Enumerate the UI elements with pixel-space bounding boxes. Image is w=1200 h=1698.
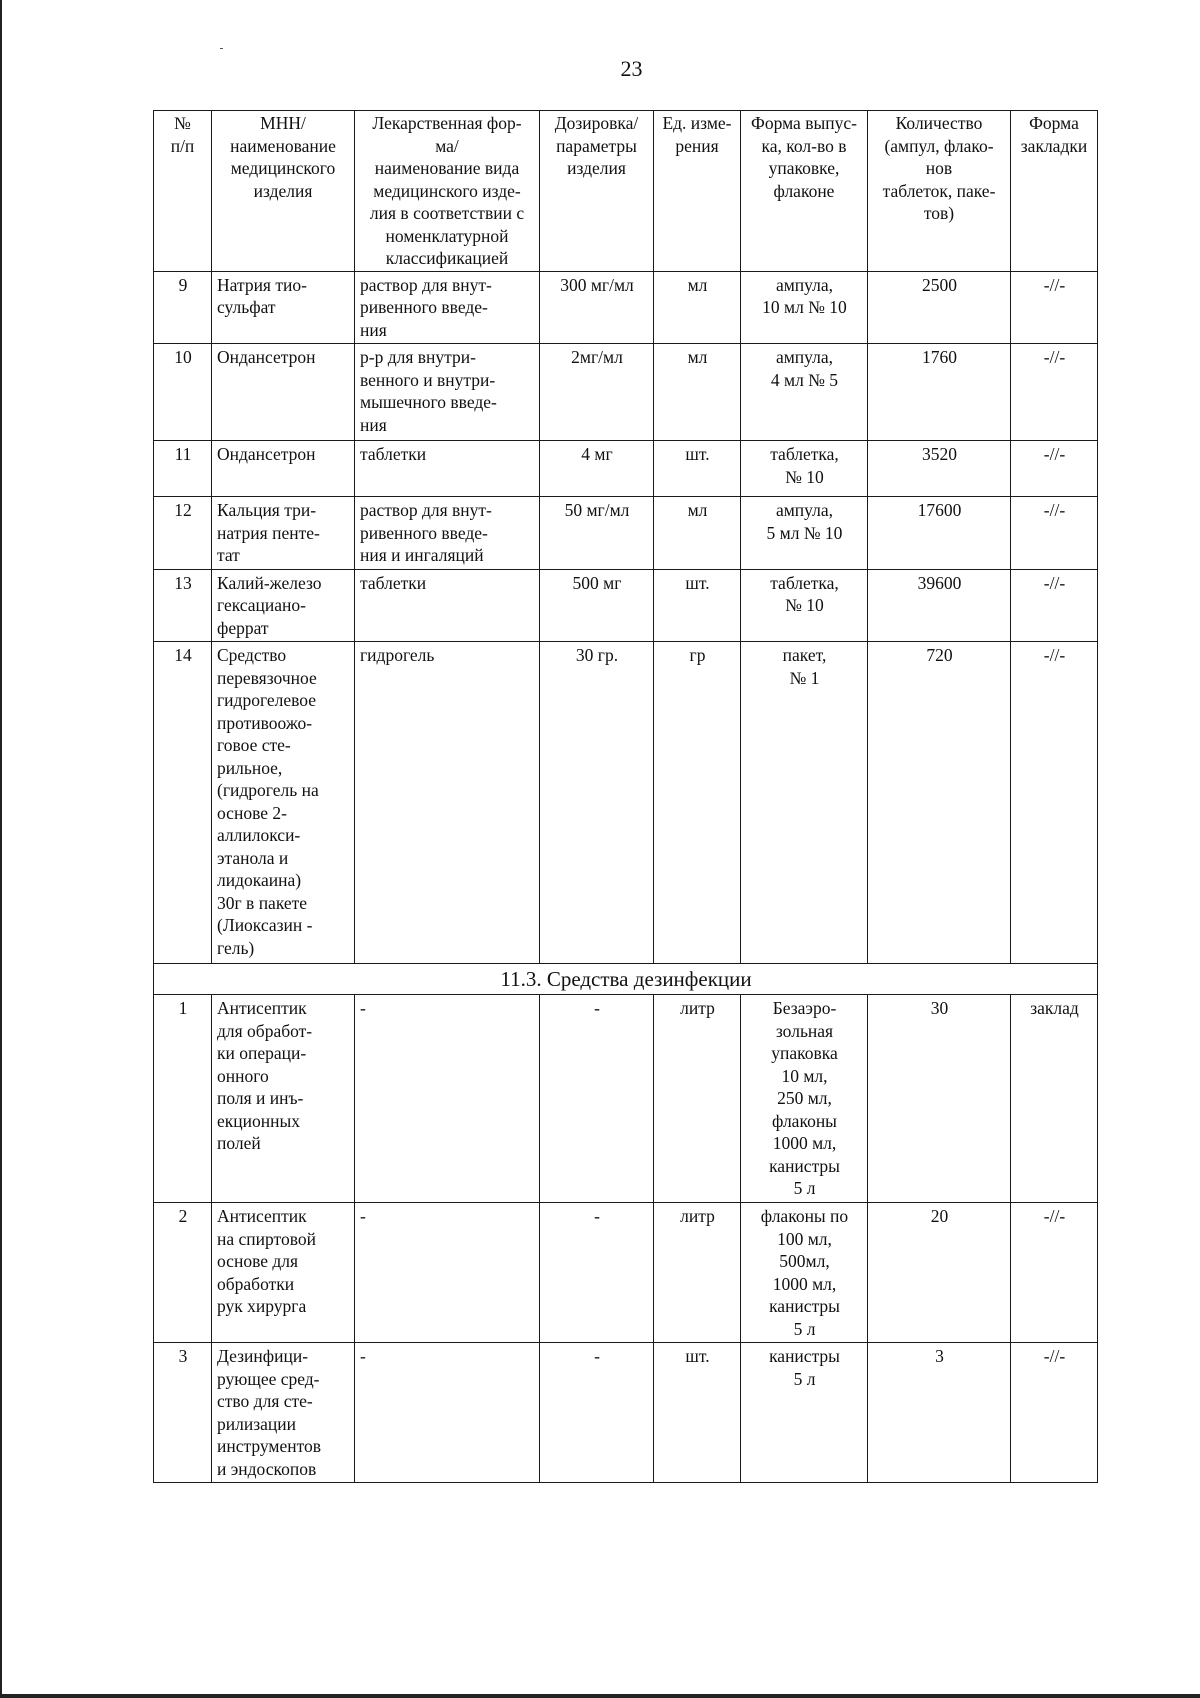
scan-edge-left (0, 0, 2, 1698)
release-form: канистры 5 л (741, 1343, 868, 1483)
release-form: флаконы по 100 мл, 500мл, 1000 мл, канистры 5 л (741, 1203, 868, 1343)
bookmark-form: -//- (1011, 569, 1098, 642)
scan-speck (220, 48, 223, 49)
dosage-form: гидрогель (355, 642, 540, 964)
quantity: 30 (868, 995, 1011, 1203)
item-name: Кальция три- натрия пенте- тат (212, 497, 355, 570)
drug-table (153, 110, 1098, 1483)
bookmark-form: -//- (1011, 1203, 1098, 1343)
release-form: пакет, № 1 (741, 642, 868, 964)
unit: шт. (654, 441, 741, 497)
row-number: 10 (154, 344, 212, 441)
header-cell: Лекарственная фор- ма/ наименование вида медицинского изде- лия в соответствии с номенклатурной классификацией (355, 111, 540, 272)
item-name: Средство перевязочное гидрогелевое противоожо- говое сте- рильное, (гидрогель на основе 2- аллилокси- этанола и лидокаина) 30г в пакете (Лиоксазин - гель) (212, 642, 355, 964)
item-name: Дезинфици- рующее сред- ство для сте- рилизации инструментов и эндоскопов (212, 1343, 355, 1483)
release-form: таблетка, № 10 (741, 569, 868, 642)
section-title: 11.3. Средства дезинфекции (154, 964, 1098, 995)
quantity: 1760 (868, 344, 1011, 441)
row-number: 14 (154, 642, 212, 964)
table-header-row (154, 111, 1098, 272)
dosage: - (540, 1343, 654, 1483)
dosage: 50 мг/мл (540, 497, 654, 570)
table-section (154, 964, 1098, 995)
dosage: - (540, 995, 654, 1203)
row-number: 12 (154, 497, 212, 570)
dosage-form: - (355, 1343, 540, 1483)
table-row (154, 497, 1098, 570)
unit: мл (654, 271, 741, 344)
quantity: 2500 (868, 271, 1011, 344)
dosage: 30 гр. (540, 642, 654, 964)
unit: шт. (654, 569, 741, 642)
unit: литр (654, 1203, 741, 1343)
dosage: 500 мг (540, 569, 654, 642)
dosage-form: - (355, 1203, 540, 1343)
item-name: Калий-железо гексациано- феррат (212, 569, 355, 642)
dosage: 4 мг (540, 441, 654, 497)
page-number: 23 (620, 56, 643, 81)
header-cell: Форма закладки (1011, 111, 1098, 272)
quantity: 3 (868, 1343, 1011, 1483)
bookmark-form: заклад (1011, 995, 1098, 1203)
unit: шт. (654, 1343, 741, 1483)
row-number: 11 (154, 441, 212, 497)
item-name: Натрия тио- сульфат (212, 271, 355, 344)
dosage-form: раствор для внут- ривенного введе- ния и ингаляций (355, 497, 540, 570)
row-number: 3 (154, 1343, 212, 1483)
unit: гр (654, 642, 741, 964)
scan-edge-bottom (0, 1694, 1200, 1698)
table-row (154, 441, 1098, 497)
bookmark-form: -//- (1011, 344, 1098, 441)
header-cell: Ед. изме- рения (654, 111, 741, 272)
section-row (154, 964, 1098, 995)
table-row (154, 271, 1098, 344)
header-cell: МНН/ наименование медицинского изделия (212, 111, 355, 272)
dosage-form: таблетки (355, 569, 540, 642)
release-form: ампула, 5 мл № 10 (741, 497, 868, 570)
bookmark-form: -//- (1011, 642, 1098, 964)
row-number: 13 (154, 569, 212, 642)
dosage: - (540, 1203, 654, 1343)
row-number: 9 (154, 271, 212, 344)
table-row (154, 344, 1098, 441)
quantity: 17600 (868, 497, 1011, 570)
item-name: Ондансетрон (212, 441, 355, 497)
header-cell: № п/п (154, 111, 212, 272)
quantity: 39600 (868, 569, 1011, 642)
item-name: Ондансетрон (212, 344, 355, 441)
table-body-disinfectants (154, 995, 1098, 1483)
row-number: 1 (154, 995, 212, 1203)
bookmark-form: -//- (1011, 441, 1098, 497)
bookmark-form: -//- (1011, 1343, 1098, 1483)
row-number: 2 (154, 1203, 212, 1343)
unit: мл (654, 344, 741, 441)
table-row (154, 569, 1098, 642)
release-form: Безаэро- зольная упаковка 10 мл, 250 мл, флаконы 1000 мл, канистры 5 л (741, 995, 868, 1203)
dosage-form: раствор для внут- ривенного введе- ния (355, 271, 540, 344)
bookmark-form: -//- (1011, 497, 1098, 570)
release-form: таблетка, № 10 (741, 441, 868, 497)
dosage: 300 мг/мл (540, 271, 654, 344)
table-row (154, 1203, 1098, 1343)
table-body-medicines (154, 271, 1098, 964)
unit: мл (654, 497, 741, 570)
header-cell: Дозировка/ параметры изделия (540, 111, 654, 272)
dosage-form: таблетки (355, 441, 540, 497)
dosage-form: - (355, 995, 540, 1203)
quantity: 3520 (868, 441, 1011, 497)
dosage-form: р-р для внутри- венного и внутри- мышечного введе- ния (355, 344, 540, 441)
dosage: 2мг/мл (540, 344, 654, 441)
table-row (154, 1343, 1098, 1483)
item-name: Антисептик на спиртовой основе для обработки рук хирурга (212, 1203, 355, 1343)
table-row (154, 642, 1098, 964)
unit: литр (654, 995, 741, 1203)
table-row (154, 995, 1098, 1203)
quantity: 20 (868, 1203, 1011, 1343)
bookmark-form: -//- (1011, 271, 1098, 344)
release-form: ампула, 10 мл № 10 (741, 271, 868, 344)
quantity: 720 (868, 642, 1011, 964)
item-name: Антисептик для обработ- ки операци- онного поля и инъ- екционных полей (212, 995, 355, 1203)
header-cell: Количество (ампул, флако- нов таблеток, паке- тов) (868, 111, 1011, 272)
header-cell: Форма выпус- ка, кол-во в упаковке, флаконе (741, 111, 868, 272)
release-form: ампула, 4 мл № 5 (741, 344, 868, 441)
